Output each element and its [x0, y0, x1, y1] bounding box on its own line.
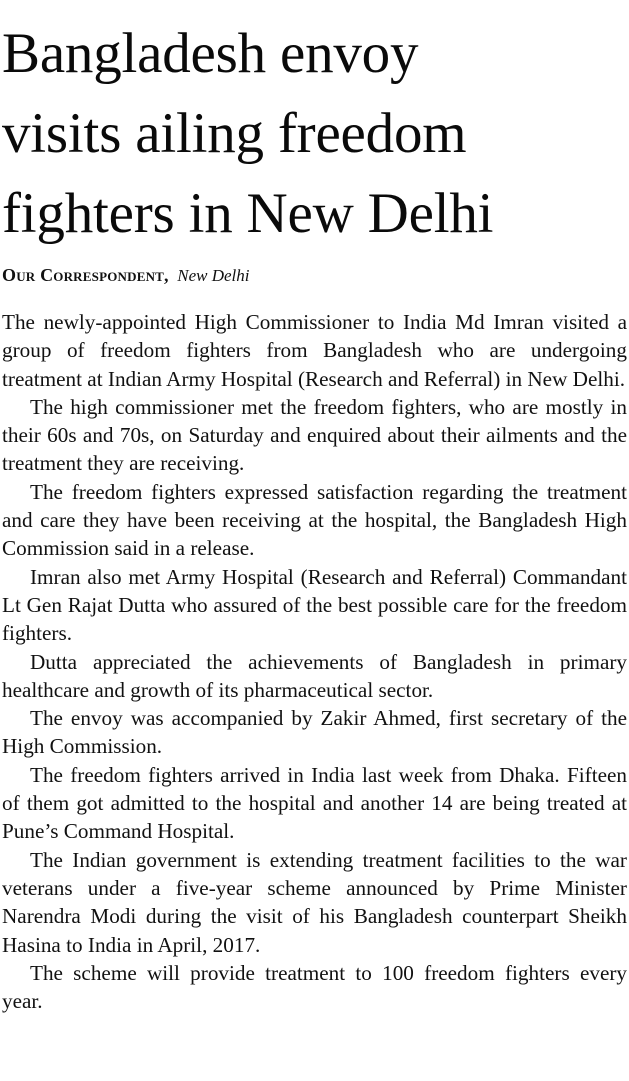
byline-author: Our Correspondent, [2, 265, 169, 285]
article-headline [0, 0, 629, 254]
body-paragraph: The high commissioner met the freedom fighters, who are mostly in their 60s and 70s, on Saturday and enquired about their ailments and the treatment they are receiving. [2, 394, 627, 476]
body-paragraph: The envoy was accompanied by Zakir Ahmed, first secretary of the High Commission. [2, 706, 627, 759]
headline-line: fighters in New Delhi [2, 182, 494, 245]
byline [2, 262, 629, 288]
body-paragraph: Imran also met Army Hospital (Research and Referral) Commandant Lt Gen Rajat Dutta who assured of the best possible care for the freedom fighters. [2, 564, 627, 646]
body-paragraph: The newly-appointed High Commissioner to India Md Imran visited a group of freedom fighters from Bangladesh who are undergoing treatment at Indian Army Hospital (Research and Referral) in New Delhi. [2, 310, 627, 391]
body-paragraph: Dutta appreciated the achievements of Bangladesh in primary healthcare and growth of its pharmaceutical sector. [2, 649, 627, 702]
article-body [0, 308, 627, 1015]
headline-line: visits ailing freedom [2, 102, 467, 165]
byline-location: New Delhi [177, 266, 250, 285]
body-paragraph: The scheme will provide treatment to 100 freedom fighters every year. [2, 960, 627, 1014]
headline-line: Bangladesh envoy [2, 22, 419, 85]
body-paragraph: The freedom fighters expressed satisfaction regarding the treatment and care they have been receiving at the hospital, the Bangladesh High Commission said in a release. [2, 479, 627, 561]
body-paragraph: The Indian government is extending treatment facilities to the war veterans under a five-year scheme announced by Prime Minister Narendra Modi during the visit of his Bangladesh counterpart Sheikh Hasina to India in April, 2017. [2, 847, 627, 957]
body-paragraph: The freedom fighters arrived in India last week from Dhaka. Fifteen of them got admitted to the hospital and another 14 are being treated at Pune’s Command Hospital. [2, 762, 627, 844]
